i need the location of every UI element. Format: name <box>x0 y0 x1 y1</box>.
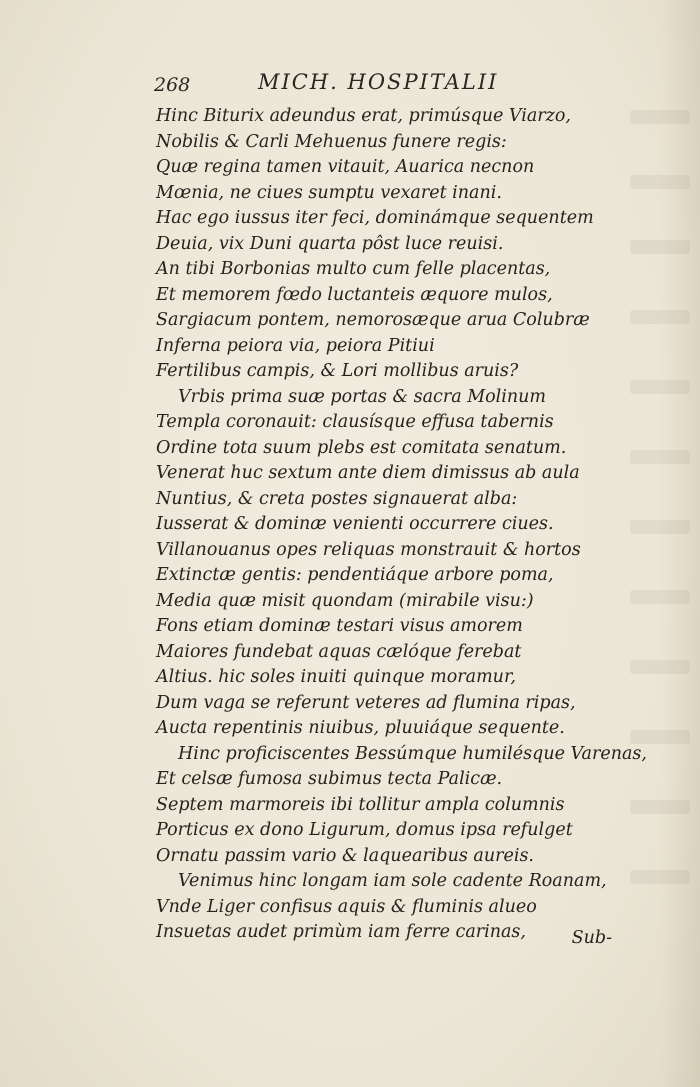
running-head: MICH. HOSPITALII <box>258 70 499 94</box>
verse-line: Et memorem fœdo luctanteis æquore mulos, <box>156 284 553 305</box>
verse-line: Deuia, vix Duni quarta pôst luce reuisi. <box>156 233 504 254</box>
verse-line: Media quæ misit quondam (mirabile visu:) <box>156 590 534 611</box>
verse-text <box>156 104 647 946</box>
verse-line: Iusserat & dominæ venienti occurrere ciues. <box>156 514 554 534</box>
verse-line: Vrbis prima suæ portas & sacra Molinum <box>178 386 546 407</box>
verse-line: Et celsæ fumosa subimus tecta Palicæ. <box>156 769 503 789</box>
catchword: Sub- <box>571 928 612 948</box>
page-header <box>154 70 534 100</box>
verse-line: Ordine tota suum plebs est comitata senatum. <box>156 437 567 458</box>
verse-line: Fertilibus campis, & Lori mollibus aruis? <box>156 361 519 381</box>
verse-line: Dum vaga se referunt veteres ad flumina ripas, <box>156 692 576 713</box>
verse-line: An tibi Borbonias multo cum felle placentas, <box>156 259 551 279</box>
verse-line: Nobilis & Carli Mehuenus funere regis: <box>156 131 507 152</box>
page-number: 268 <box>154 74 191 96</box>
verse-line: Porticus ex dono Ligurum, domus ipsa refulget <box>156 820 573 840</box>
verse-line: Mœnia, ne ciues sumptu vexaret inani. <box>156 182 502 203</box>
verse-line: Vnde Liger confisus aquis & fluminis alueo <box>156 896 537 917</box>
verse-line: Fons etiam dominæ testari visus amorem <box>156 616 523 636</box>
verse-line: Altius. hic soles inuiti quinque moramur, <box>156 667 516 687</box>
verse-line: Venerat huc sextum ante diem dimissus ab aula <box>156 463 580 483</box>
verse-line: Hinc Biturix adeundus erat, primúsque Viarzo, <box>156 106 571 126</box>
verse-line: Inferna peiora via, peiora Pitiui <box>156 335 435 356</box>
page-edge-shadow <box>660 0 700 1087</box>
verse-line: Quæ regina tamen vitauit, Auarica necnon <box>156 157 535 177</box>
verse-line: Extinctæ gentis: pendentiáque arbore poma, <box>156 565 554 585</box>
verse-line: Hac ego iussus iter feci, dominámque sequentem <box>156 208 594 228</box>
verse-line: Aucta repentinis niuibus, pluuiáque sequente. <box>156 718 565 738</box>
verse-line: Sargiacum pontem, nemorosæque arua Colubræ <box>156 310 590 330</box>
verse-line: Villanouanus opes reliquas monstrauit & hortos <box>156 539 581 560</box>
verse-line: Hinc proficiscentes Bessúmque humilésque Varenas, <box>178 743 647 764</box>
verse-line: Ornatu passim vario & laquearibus aureis. <box>156 845 534 866</box>
verse-line: Insuetas audet primùm iam ferre carinas, <box>156 922 526 942</box>
verse-line: Septem marmoreis ibi tollitur ampla columnis <box>156 794 565 815</box>
verse-line: Templa coronauit: clausísque effusa tabernis <box>156 412 554 432</box>
verse-line: Maiores fundebat aquas cælóque ferebat <box>156 641 522 662</box>
verse-line: Venimus hinc longam iam sole cadente Roanam, <box>178 871 607 891</box>
verse-line: Nuntius, & creta postes signauerat alba: <box>156 488 518 509</box>
